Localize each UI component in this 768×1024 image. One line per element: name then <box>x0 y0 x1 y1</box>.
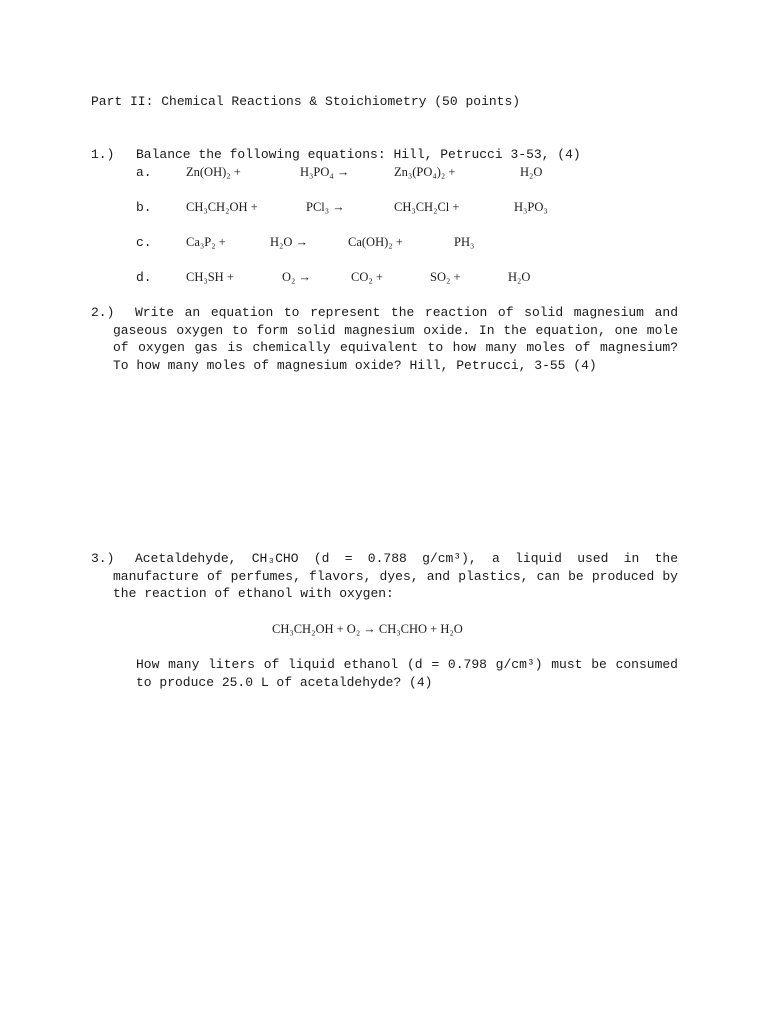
q1-number: 1.) <box>91 147 115 162</box>
term: O₂ → <box>282 270 312 284</box>
q2-text: Write an equation to represent the reaction of solid magnesium and gaseous oxygen to form solid magnesium oxide. In the equation, one mole of oxygen gas is chemically equivalent to how many moles of magnesium? To how many moles of magnesium oxide? Hill, Petrucci, 3-55 (4) <box>113 305 678 373</box>
term: CH₃CH₂Cl + <box>394 200 460 214</box>
q1-prompt: Balance the following equations: Hill, Petrucci 3-53, (4) <box>136 147 581 162</box>
term: H₂O <box>508 270 531 284</box>
q2-number: 2.) <box>91 305 115 320</box>
q3-text: Acetaldehyde, CH₃CHO (d = 0.788 g/cm³), a liquid used in the manufacture of perfumes, flavors, dyes, and plastics, can be produced by the reaction of ethanol with oxygen: <box>113 551 678 602</box>
term: SO₂ + <box>430 270 461 284</box>
q3-number: 3.) <box>91 551 115 566</box>
term: H₃PO₃ <box>514 200 548 214</box>
term: PH₃ <box>454 235 475 249</box>
term: CH₃SH + <box>186 270 234 284</box>
term: H₂O <box>520 165 543 179</box>
item-label: b. <box>136 200 152 215</box>
term: CO₂ + <box>351 270 383 284</box>
term: H₂O → <box>270 235 309 249</box>
q1-item-c <box>136 234 696 252</box>
item-label: a. <box>136 165 152 180</box>
term: H₃PO₄ → <box>300 165 350 179</box>
term: Ca₃P₂ + <box>186 235 226 249</box>
q1-item-a <box>136 164 696 182</box>
term: Zn(OH)₂ + <box>186 165 241 179</box>
term: Zn₃(PO₄)₂ + <box>394 165 456 179</box>
item-label: c. <box>136 235 152 250</box>
term: CH₃CH₂OH + <box>186 200 258 214</box>
term: Ca(OH)₂ + <box>348 235 403 249</box>
q3-question: How many liters of liquid ethanol (d = 0.798 g/cm³) must be consumed to produce 25.0 L of acetaldehyde? (4) <box>136 657 678 690</box>
item-label: d. <box>136 270 152 285</box>
q1-item-d <box>136 269 696 287</box>
term: PCl₃ → <box>306 200 345 214</box>
q3-equation: CH₃CH₂OH + O₂ → CH₃CHO + H₂O <box>272 622 463 636</box>
q1-item-b <box>136 199 696 217</box>
section-heading: Part II: Chemical Reactions & Stoichiometry (50 points) <box>91 94 521 109</box>
